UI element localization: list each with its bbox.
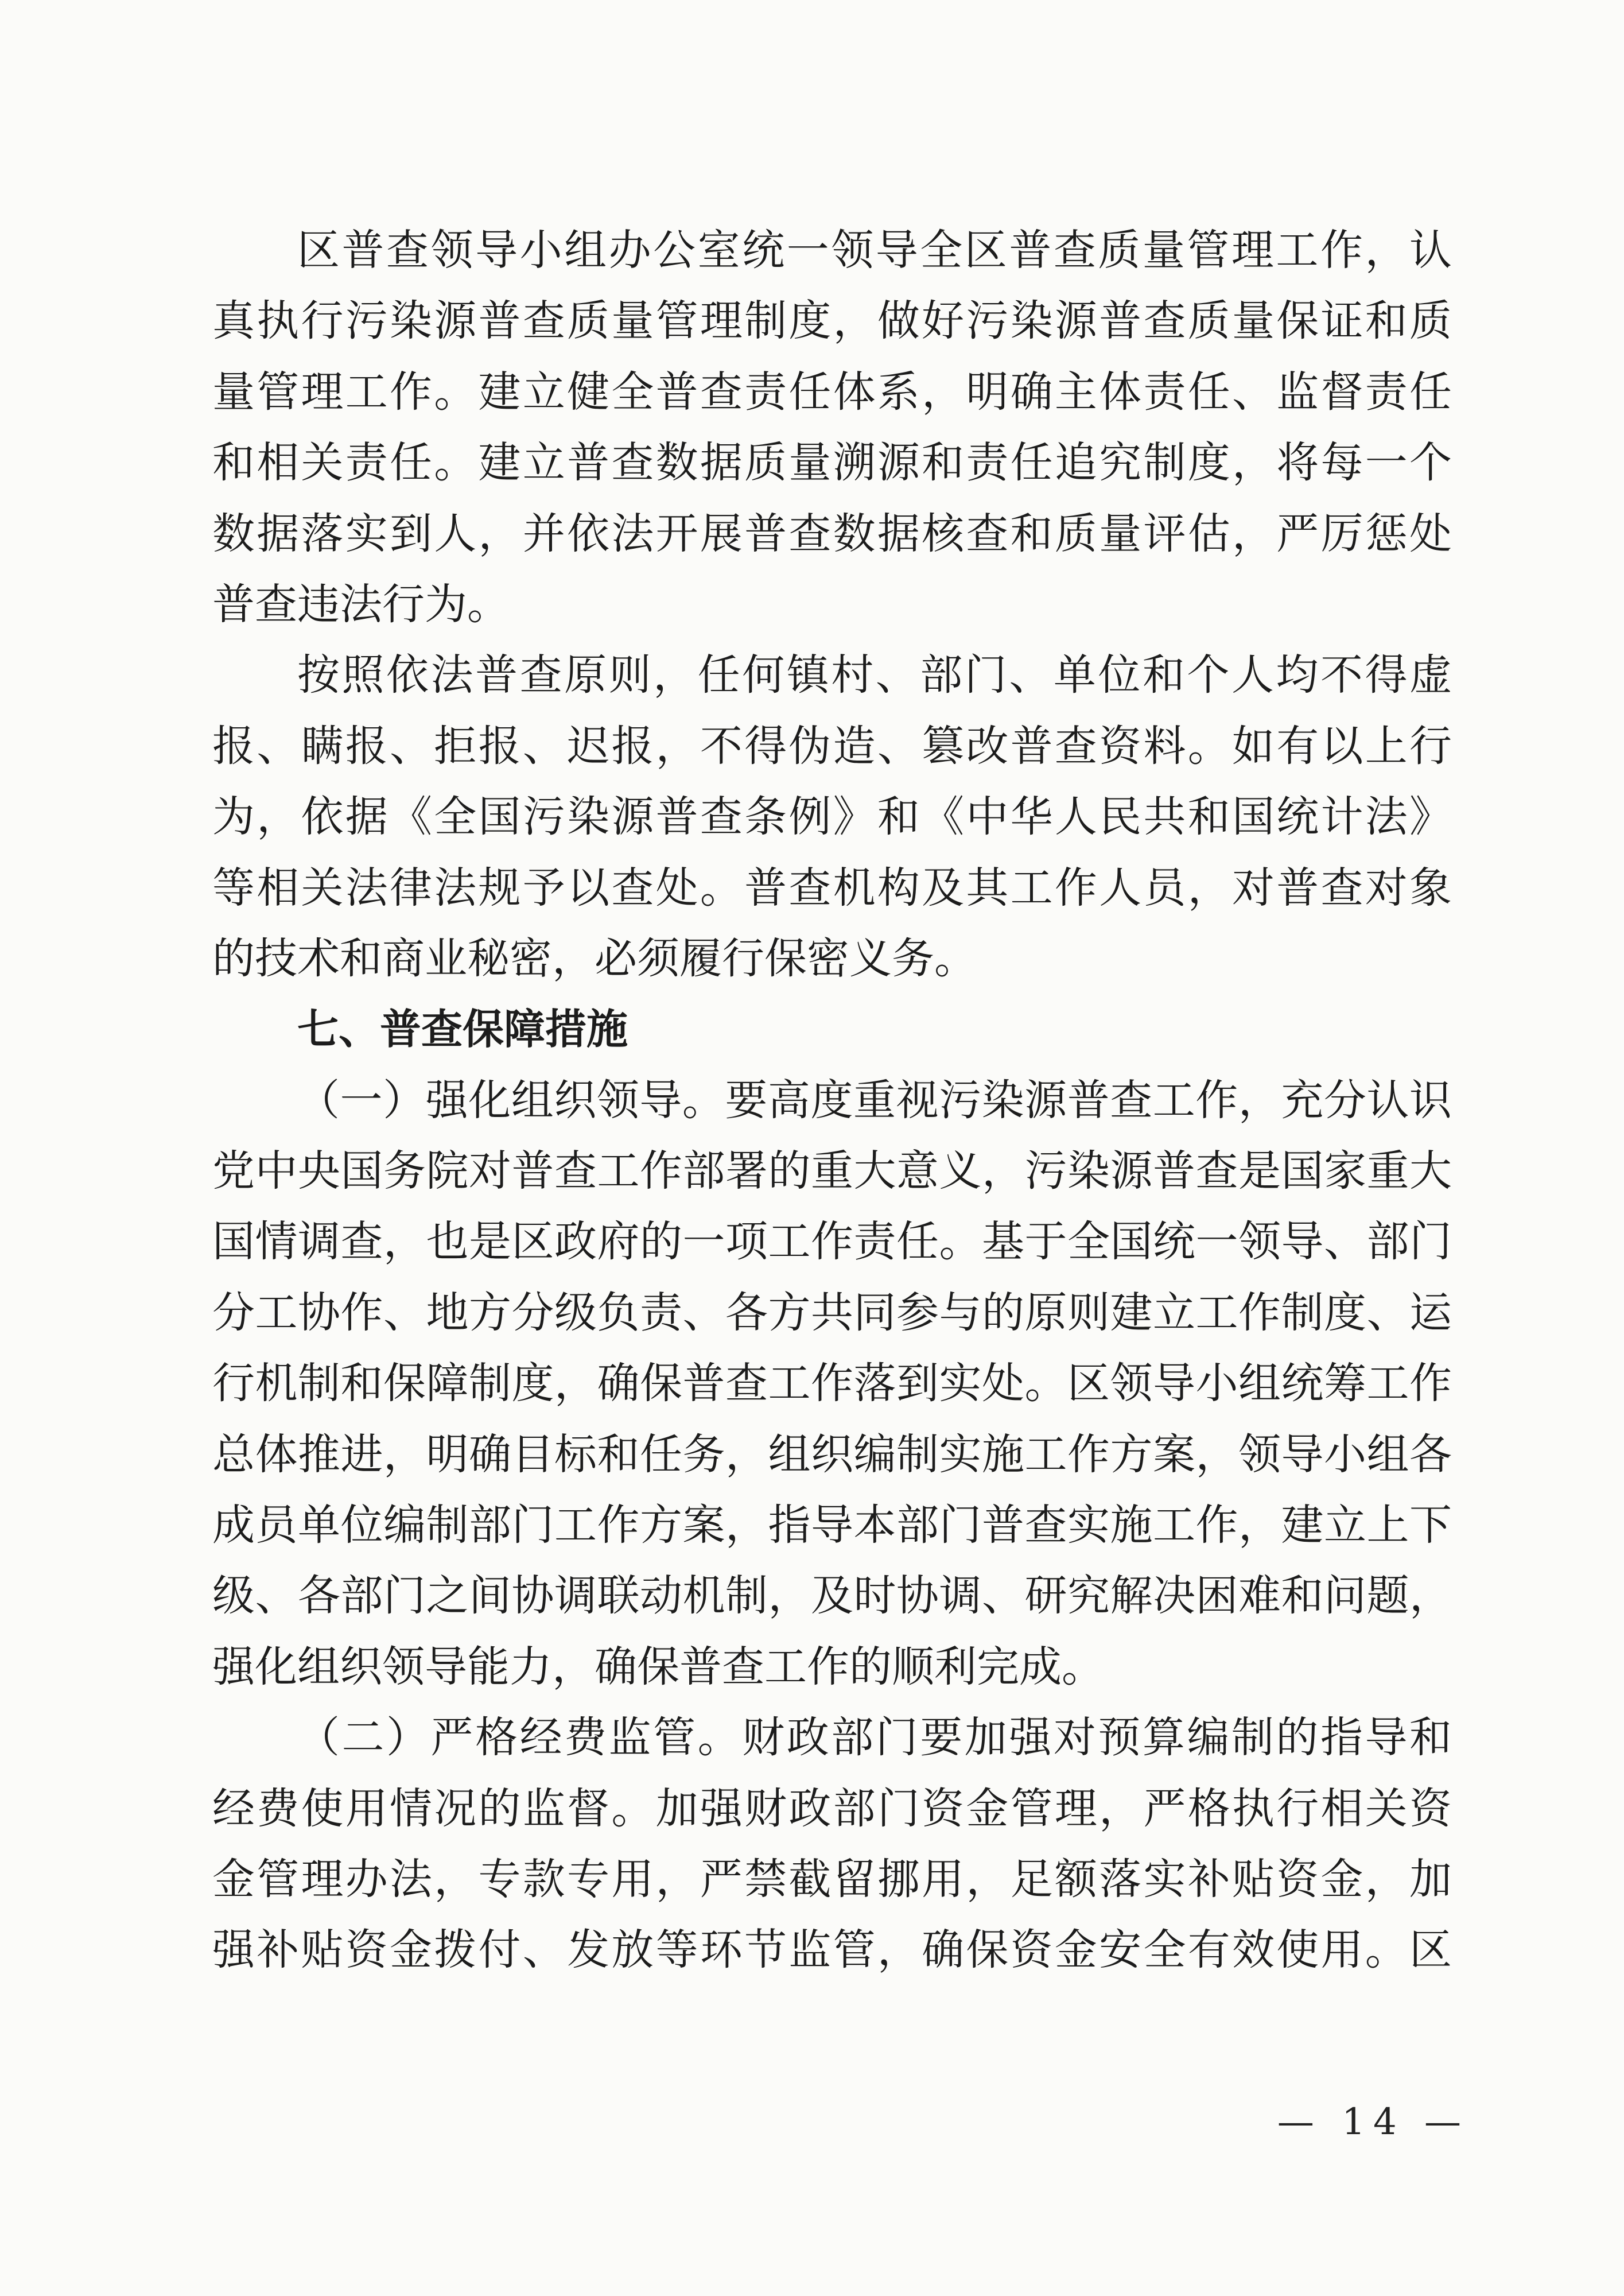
text-line: 按照依法普查原则，任何镇村、部门、单位和个人均不得虚 bbox=[297, 650, 1452, 700]
text-line: 量管理工作。建立健全普查责任体系，明确主体责任、监督责任 bbox=[212, 367, 1452, 417]
text-line: （二）严格经费监管。财政部门要加强对预算编制的指导和 bbox=[297, 1713, 1452, 1763]
text-line: 等相关法律法规予以查处。普查机构及其工作人员，对普查对象 bbox=[212, 863, 1452, 913]
text-line: 区普查领导小组办公室统一领导全区普查质量管理工作，认 bbox=[297, 226, 1452, 275]
text-line: 强补贴资金拨付、发放等环节监管，确保资金安全有效使用。区 bbox=[212, 1925, 1452, 1975]
text-line: 为，依据《全国污染源普查条例》和《中华人民共和国统计法》 bbox=[212, 792, 1452, 842]
page-number: — 14 — bbox=[1277, 2101, 1469, 2143]
body-text bbox=[212, 215, 1452, 1986]
text-line: 真执行污染源普查质量管理制度，做好污染源普查质量保证和质 bbox=[212, 296, 1452, 346]
text-line: （一）强化组织领导。要高度重视污染源普查工作，充分认识 bbox=[297, 1075, 1452, 1125]
text-line: 分工协作、地方分级负责、各方共同参与的原则建立工作制度、运 bbox=[212, 1287, 1452, 1337]
text-line: 经费使用情况的监督。加强财政部门资金管理，严格执行相关资 bbox=[212, 1783, 1452, 1833]
text-line: 党中央国务院对普查工作部署的重大意义，污染源普查是国家重大 bbox=[212, 1146, 1452, 1196]
section-heading: 七、普查保障措施 bbox=[297, 1005, 628, 1054]
text-line: 报、瞒报、拒报、迟报，不得伪造、篡改普查资料。如有以上行 bbox=[212, 721, 1452, 771]
text-line: 和相关责任。建立普查数据质量溯源和责任追究制度，将每一个 bbox=[212, 438, 1452, 488]
text-line: 普查违法行为。 bbox=[212, 579, 510, 629]
text-line: 强化组织领导能力，确保普查工作的顺利完成。 bbox=[212, 1642, 1104, 1692]
text-line: 总体推进，明确目标和任务，组织编制实施工作方案，领导小组各 bbox=[212, 1429, 1452, 1479]
text-line: 级、各部门之间协调联动机制，及时协调、研究解决困难和问题， bbox=[212, 1571, 1452, 1621]
text-line: 成员单位编制部门工作方案，指导本部门普查实施工作，建立上下 bbox=[212, 1500, 1452, 1550]
text-line: 国情调查，也是区政府的一项工作责任。基于全国统一领导、部门 bbox=[212, 1217, 1452, 1267]
text-line: 数据落实到人，并依法开展普查数据核查和质量评估，严厉惩处 bbox=[212, 509, 1452, 559]
text-line: 行机制和保障制度，确保普查工作落到实处。区领导小组统筹工作 bbox=[212, 1359, 1452, 1409]
text-line: 金管理办法，专款专用，严禁截留挪用，足额落实补贴资金，加 bbox=[212, 1854, 1452, 1904]
text-line: 的技术和商业秘密，必须履行保密义务。 bbox=[212, 933, 977, 983]
